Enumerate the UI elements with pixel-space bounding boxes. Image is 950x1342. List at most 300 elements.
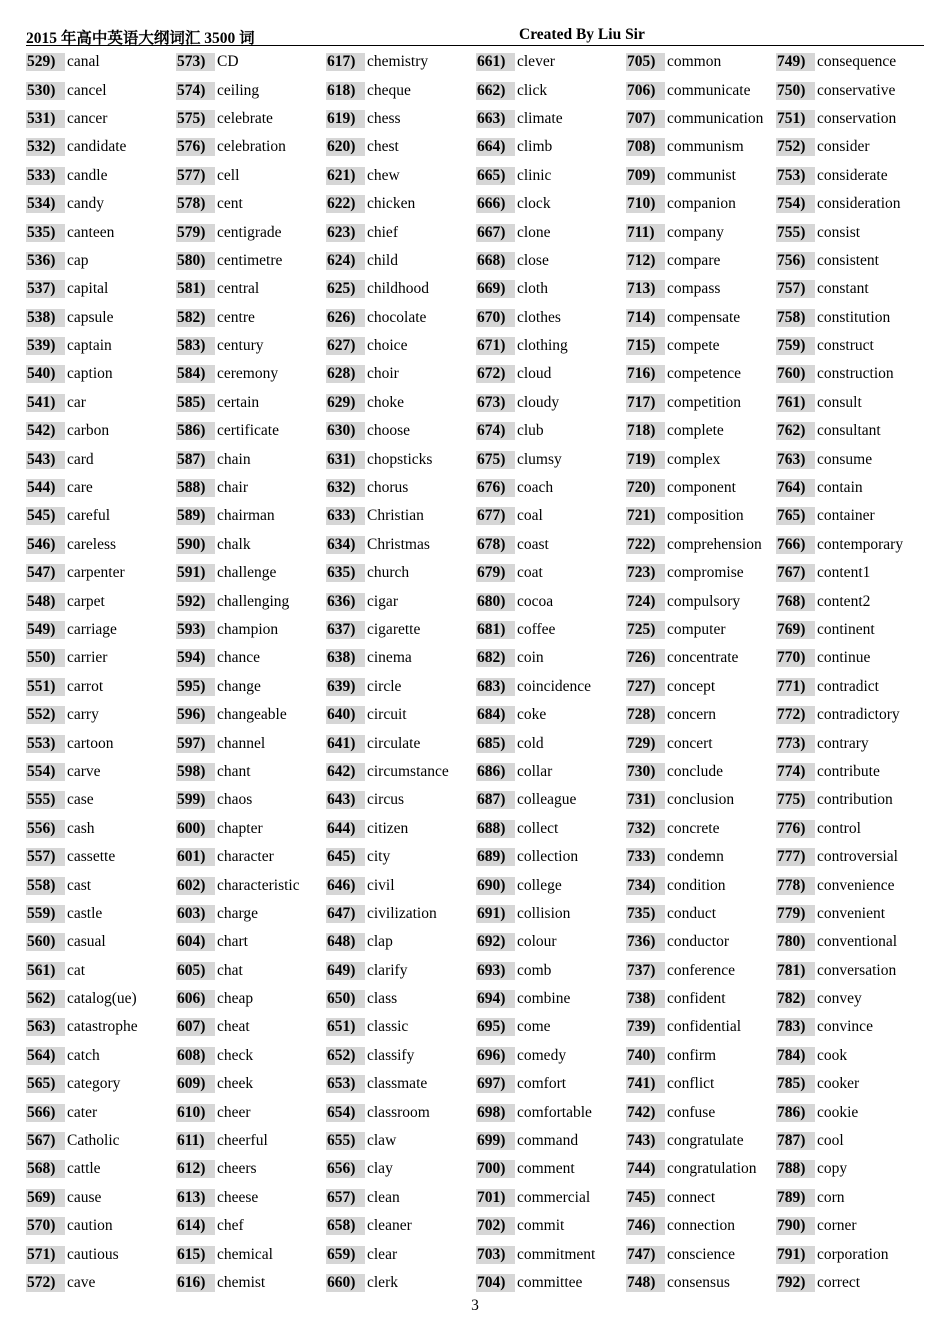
vocabulary-entry (26, 1155, 176, 1183)
vocabulary-entry (176, 1098, 326, 1126)
entry-number: 586) (176, 422, 215, 440)
vocabulary-entry (26, 1127, 176, 1155)
vocabulary-entry (776, 1184, 926, 1212)
vocabulary-entry (26, 1098, 176, 1126)
vocabulary-entry (326, 1098, 476, 1126)
entry-word: cookie (817, 1103, 859, 1121)
entry-number: 677) (476, 507, 515, 525)
entry-word: computer (667, 621, 726, 638)
vocabulary-entry (776, 332, 926, 360)
entry-word: company (667, 223, 724, 241)
vocabulary-entry (776, 928, 926, 956)
vocabulary-entry (626, 304, 776, 332)
vocabulary-entry (176, 1070, 326, 1098)
entry-word: challenging (217, 592, 290, 610)
vocabulary-entry (26, 162, 176, 190)
entry-word: consider (817, 138, 870, 156)
entry-word: consist (817, 223, 861, 241)
vocabulary-column (26, 48, 176, 1297)
entry-word: confuse (667, 1103, 716, 1121)
vocabulary-entry (626, 105, 776, 133)
vocabulary-entry (176, 218, 326, 246)
entry-word: carve (67, 762, 101, 780)
entry-word: carrot (67, 677, 104, 695)
entry-word: car (67, 393, 86, 411)
vocabulary-entry (26, 502, 176, 530)
vocabulary-entry (26, 559, 176, 587)
entry-number: 640) (326, 706, 365, 724)
entry-number: 530) (26, 82, 65, 100)
vocabulary-entry (26, 360, 176, 388)
vocabulary-entry (176, 1013, 326, 1041)
entry-number: 634) (326, 536, 365, 554)
entry-word: certificate (217, 422, 279, 440)
entry-word: chemistry (367, 53, 429, 71)
entry-number: 790) (776, 1217, 815, 1235)
vocabulary-entry (26, 900, 176, 928)
entry-number: 563) (26, 1018, 65, 1036)
entry-word: conversation (817, 961, 897, 979)
entry-number: 730) (626, 763, 665, 781)
entry-number: 608) (176, 1047, 215, 1065)
vocabulary-entry (476, 48, 626, 76)
entry-number: 767) (776, 564, 815, 582)
entry-word: connection (667, 1217, 736, 1235)
vocabulary-entry (326, 105, 476, 133)
entry-word: cloud (517, 365, 552, 383)
entry-number: 571) (26, 1246, 65, 1264)
entry-number: 542) (26, 422, 65, 440)
entry-number: 680) (476, 593, 515, 611)
vocabulary-entry (476, 502, 626, 530)
entry-number: 682) (476, 649, 515, 667)
entry-word: century (217, 337, 264, 355)
entry-number: 698) (476, 1104, 515, 1122)
entry-word: child (367, 251, 398, 269)
entry-number: 658) (326, 1217, 365, 1235)
entry-word: changeable (217, 706, 287, 724)
entry-number: 744) (626, 1160, 665, 1178)
vocabulary-entry (776, 957, 926, 985)
entry-word: comb (517, 961, 552, 979)
entry-word: circumstance (367, 762, 449, 780)
vocabulary-entry (176, 871, 326, 899)
entry-number: 631) (326, 451, 365, 469)
entry-number: 738) (626, 990, 665, 1008)
entry-word: contrary (817, 734, 869, 752)
vocabulary-entry (626, 1155, 776, 1183)
vocabulary-entry (326, 815, 476, 843)
entry-number: 678) (476, 536, 515, 554)
entry-word: chopsticks (367, 450, 433, 468)
vocabulary-entry (176, 105, 326, 133)
entry-number: 639) (326, 678, 365, 696)
entry-word: contribute (817, 762, 880, 780)
entry-word: cancer (67, 109, 108, 127)
entry-number: 721) (626, 507, 665, 525)
entry-number: 665) (476, 167, 515, 185)
entry-number: 622) (326, 195, 365, 213)
entry-word: comprehension (667, 535, 762, 553)
vocabulary-entry (776, 417, 926, 445)
entry-number: 792) (776, 1274, 815, 1292)
entry-word: concert (667, 734, 713, 752)
vocabulary-entry (326, 1013, 476, 1041)
vocabulary-entry (176, 531, 326, 559)
entry-word: carrier (67, 649, 108, 667)
vocabulary-entry (176, 928, 326, 956)
entry-word: candidate (67, 138, 127, 156)
entry-number: 567) (26, 1132, 65, 1150)
entry-number: 652) (326, 1047, 365, 1065)
entry-word: communism (667, 138, 744, 156)
entry-number: 725) (626, 621, 665, 639)
entry-word: carpet (67, 592, 105, 610)
entry-number: 688) (476, 820, 515, 838)
entry-word: capsule (67, 308, 114, 326)
entry-number: 705) (626, 53, 665, 71)
entry-number: 787) (776, 1132, 815, 1150)
vocabulary-entry (176, 1042, 326, 1070)
entry-word: compulsory (667, 592, 741, 610)
entry-number: 575) (176, 110, 215, 128)
entry-number: 559) (26, 905, 65, 923)
entry-word: correct (817, 1273, 861, 1291)
entry-word: construct (817, 337, 874, 355)
vocabulary-entry (776, 360, 926, 388)
vocabulary-entry (776, 162, 926, 190)
entry-number: 533) (26, 167, 65, 185)
entry-word: controversial (817, 848, 898, 866)
entry-number: 675) (476, 451, 515, 469)
entry-word: consultant (817, 422, 881, 440)
vocabulary-entry (476, 76, 626, 104)
vocabulary-entry (26, 673, 176, 701)
vocabulary-entry (776, 1098, 926, 1126)
vocabulary-entry (776, 105, 926, 133)
vocabulary-entry (626, 758, 776, 786)
vocabulary-entry (776, 786, 926, 814)
entry-number: 552) (26, 706, 65, 724)
entry-word: check (217, 1046, 254, 1064)
entry-word: classmate (367, 1075, 428, 1093)
entry-word: corporation (817, 1245, 889, 1263)
entry-word: contribution (817, 791, 893, 809)
vocabulary-entry (176, 616, 326, 644)
entry-word: climb (517, 138, 553, 156)
vocabulary-entry (176, 474, 326, 502)
entry-number: 703) (476, 1246, 515, 1264)
vocabulary-entry (776, 729, 926, 757)
entry-number: 782) (776, 990, 815, 1008)
entry-word: collection (517, 848, 579, 866)
vocabulary-entry (326, 900, 476, 928)
entry-word: coincidence (517, 677, 592, 695)
entry-word: clock (517, 195, 551, 213)
entry-number: 620) (326, 138, 365, 156)
entry-word: chief (367, 223, 398, 241)
entry-word: chemist (217, 1273, 266, 1291)
vocabulary-entry (476, 389, 626, 417)
entry-word: colleague (517, 791, 577, 809)
entry-word: conventional (817, 933, 898, 951)
entry-number: 770) (776, 649, 815, 667)
entry-number: 653) (326, 1075, 365, 1093)
entry-word: carriage (67, 621, 117, 638)
entry-number: 660) (326, 1274, 365, 1292)
entry-number: 728) (626, 706, 665, 724)
vocabulary-entry (626, 360, 776, 388)
entry-word: clumsy (517, 450, 562, 468)
vocabulary-entry (476, 1212, 626, 1240)
entry-word: candle (67, 166, 108, 184)
entry-number: 553) (26, 735, 65, 753)
vocabulary-entry (326, 928, 476, 956)
entry-number: 714) (626, 309, 665, 327)
vocabulary-entry (626, 417, 776, 445)
entry-number: 626) (326, 309, 365, 327)
entry-number: 676) (476, 479, 515, 497)
entry-number: 729) (626, 735, 665, 753)
vocabulary-entry (326, 1155, 476, 1183)
entry-number: 657) (326, 1189, 365, 1207)
entry-number: 602) (176, 877, 215, 895)
entry-word: cent (217, 195, 243, 213)
entry-number: 670) (476, 309, 515, 327)
entry-number: 614) (176, 1217, 215, 1235)
entry-word: colour (517, 933, 557, 951)
vocabulary-entry (326, 133, 476, 161)
vocabulary-entry (626, 985, 776, 1013)
entry-number: 732) (626, 820, 665, 838)
entry-word: cocoa (517, 592, 554, 610)
vocabulary-entry (626, 815, 776, 843)
vocabulary-entry (326, 1184, 476, 1212)
entry-number: 644) (326, 820, 365, 838)
vocabulary-entry (26, 417, 176, 445)
entry-word: card (67, 450, 94, 468)
vocabulary-entry (476, 332, 626, 360)
vocabulary-entry (326, 729, 476, 757)
entry-number: 647) (326, 905, 365, 923)
entry-word: conclude (667, 762, 723, 780)
vocabulary-entry (476, 218, 626, 246)
entry-number: 595) (176, 678, 215, 696)
entry-word: CD (217, 53, 239, 71)
entry-word: copy (817, 1160, 848, 1178)
entry-word: central (217, 280, 260, 298)
entry-number: 757) (776, 280, 815, 298)
entry-word: cassette (67, 848, 116, 866)
entry-word: comfortable (517, 1103, 592, 1121)
vocabulary-entry (776, 304, 926, 332)
vocabulary-entry (776, 218, 926, 246)
entry-word: competence (667, 365, 742, 383)
vocabulary-entry (326, 985, 476, 1013)
vocabulary-entry (176, 786, 326, 814)
entry-number: 572) (26, 1274, 65, 1292)
entry-word: class (367, 990, 398, 1008)
vocabulary-entry (626, 1042, 776, 1070)
vocabulary-entry (326, 304, 476, 332)
entry-number: 597) (176, 735, 215, 753)
entry-number: 746) (626, 1217, 665, 1235)
vocabulary-entry (776, 900, 926, 928)
entry-word: concern (667, 706, 717, 724)
entry-word: climate (517, 109, 563, 127)
entry-number: 681) (476, 621, 515, 639)
vocabulary-entry (626, 48, 776, 76)
entry-number: 755) (776, 224, 815, 242)
entry-word: cheat (217, 1018, 250, 1036)
vocabulary-entry (626, 332, 776, 360)
entry-word: characteristic (217, 876, 300, 894)
vocabulary-entry (626, 1070, 776, 1098)
entry-number: 655) (326, 1132, 365, 1150)
entry-number: 750) (776, 82, 815, 100)
entry-number: 618) (326, 82, 365, 100)
entry-word: choke (367, 393, 405, 411)
entry-number: 758) (776, 309, 815, 327)
entry-number: 724) (626, 593, 665, 611)
entry-number: 607) (176, 1018, 215, 1036)
vocabulary-entry (326, 957, 476, 985)
vocabulary-entry (176, 815, 326, 843)
entry-number: 573) (176, 53, 215, 71)
entry-number: 788) (776, 1160, 815, 1178)
entry-word: chef (217, 1217, 244, 1235)
entry-word: conclusion (667, 791, 735, 809)
vocabulary-entry (626, 162, 776, 190)
entry-number: 723) (626, 564, 665, 582)
entry-word: city (367, 848, 391, 866)
entry-word: clone (517, 223, 551, 241)
vocabulary-entry (476, 133, 626, 161)
entry-number: 625) (326, 280, 365, 298)
vocabulary-entry (776, 474, 926, 502)
vocabulary-entry (26, 247, 176, 275)
vocabulary-entry (176, 1184, 326, 1212)
vocabulary-entry (326, 76, 476, 104)
entry-word: chess (367, 109, 401, 127)
entry-number: 673) (476, 394, 515, 412)
vocabulary-entry (26, 1013, 176, 1041)
vocabulary-entry (476, 1013, 626, 1041)
entry-number: 543) (26, 451, 65, 469)
entry-number: 683) (476, 678, 515, 696)
entry-word: competition (667, 393, 742, 411)
entry-number: 616) (176, 1274, 215, 1292)
vocabulary-entry (476, 644, 626, 672)
entry-word: classify (367, 1046, 415, 1064)
vocabulary-entry (176, 729, 326, 757)
entry-word: consult (817, 393, 862, 411)
entry-word: chicken (367, 195, 416, 213)
entry-number: 763) (776, 451, 815, 469)
vocabulary-entry (26, 474, 176, 502)
entry-number: 762) (776, 422, 815, 440)
entry-number: 776) (776, 820, 815, 838)
vocabulary-entry (26, 843, 176, 871)
vocabulary-entry (476, 815, 626, 843)
entry-word: cloudy (517, 393, 560, 411)
vocabulary-entry (626, 928, 776, 956)
entry-number: 637) (326, 621, 365, 639)
vocabulary-entry (626, 247, 776, 275)
entry-number: 756) (776, 252, 815, 270)
entry-number: 696) (476, 1047, 515, 1065)
vocabulary-entry (26, 587, 176, 615)
vocabulary-entry (26, 48, 176, 76)
vocabulary-entry (326, 474, 476, 502)
vocabulary-entry (326, 332, 476, 360)
entry-number: 697) (476, 1075, 515, 1093)
entry-word: continue (817, 649, 871, 667)
entry-number: 771) (776, 678, 815, 696)
entry-number: 603) (176, 905, 215, 923)
entry-word: clerk (367, 1273, 398, 1291)
entry-number: 551) (26, 678, 65, 696)
entry-word: compete (667, 337, 720, 355)
entry-word: Christmas (367, 535, 430, 553)
entry-number: 674) (476, 422, 515, 440)
entry-word: cold (517, 734, 544, 752)
vocabulary-entry (326, 1127, 476, 1155)
entry-number: 707) (626, 110, 665, 128)
entry-word: cigar (367, 592, 398, 610)
entry-number: 633) (326, 507, 365, 525)
vocabulary-entry (326, 275, 476, 303)
entry-word: component (667, 479, 736, 497)
entry-word: composition (667, 507, 744, 525)
entry-word: carbon (67, 422, 110, 440)
vocabulary-entry (476, 673, 626, 701)
entry-number: 628) (326, 365, 365, 383)
entry-word: complex (667, 450, 721, 468)
entry-number: 601) (176, 848, 215, 866)
vocabulary-entry (326, 871, 476, 899)
entry-number: 752) (776, 138, 815, 156)
entry-number: 594) (176, 649, 215, 667)
entry-word: consistent (817, 251, 879, 269)
entry-word: cigarette (367, 621, 421, 638)
entry-number: 743) (626, 1132, 665, 1150)
entry-word: cater (67, 1103, 98, 1121)
entry-word: clarify (367, 961, 408, 979)
entry-number: 733) (626, 848, 665, 866)
entry-word: Christian (367, 507, 424, 525)
entry-number: 589) (176, 507, 215, 525)
entry-word: comedy (517, 1046, 567, 1064)
entry-number: 785) (776, 1075, 815, 1093)
vocabulary-entry (26, 133, 176, 161)
entry-word: commit (517, 1217, 565, 1235)
entry-number: 701) (476, 1189, 515, 1207)
entry-word: canal (67, 53, 100, 71)
entry-word: chaos (217, 791, 253, 809)
entry-word: cook (817, 1046, 848, 1064)
entry-number: 659) (326, 1246, 365, 1264)
entry-number: 650) (326, 990, 365, 1008)
entry-number: 580) (176, 252, 215, 270)
entry-number: 562) (26, 990, 65, 1008)
vocabulary-entry (26, 531, 176, 559)
vocabulary-entry (776, 843, 926, 871)
entry-number: 532) (26, 138, 65, 156)
entry-number: 777) (776, 848, 815, 866)
vocabulary-entry (326, 218, 476, 246)
entry-word: combine (517, 990, 571, 1008)
